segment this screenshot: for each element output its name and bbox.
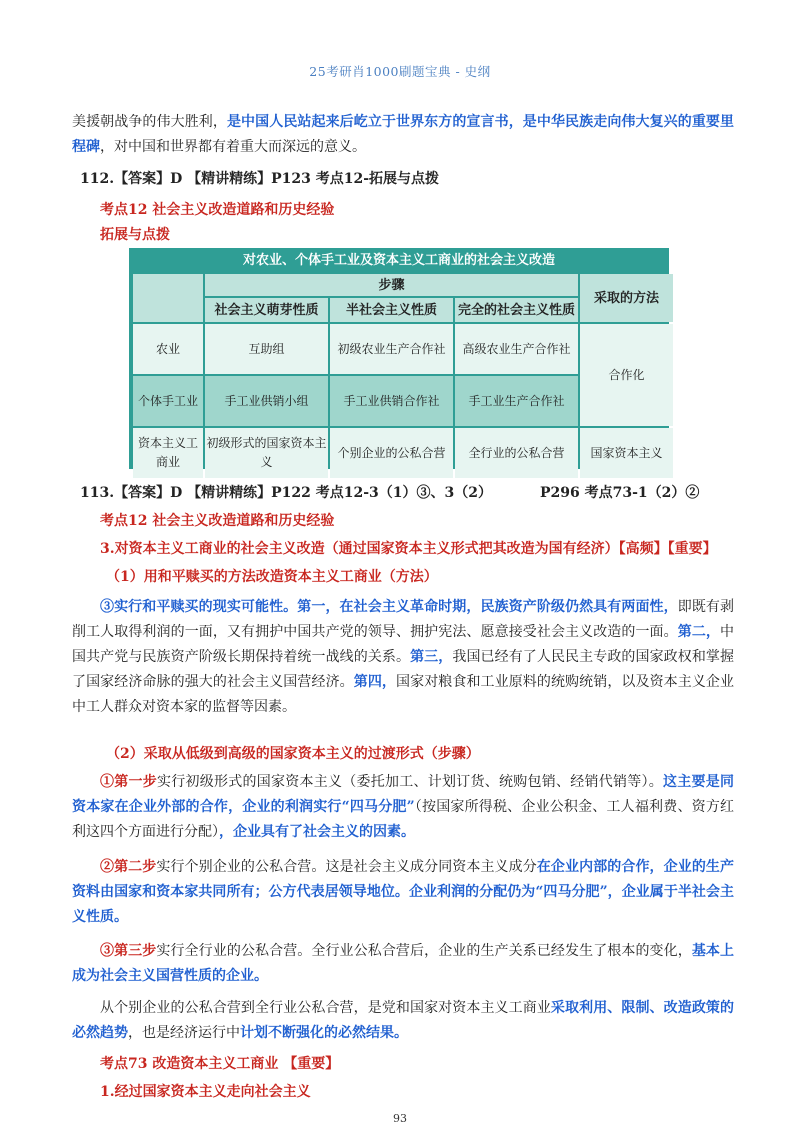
table-title: 对农业、个体手工业及资本主义工商业的社会主义改造 <box>242 253 555 268</box>
para-a-text-3: 我国已经有了人民民主专政的国家政权和掌握了国家经济命脉的强大的社会主义国营经济。 <box>72 649 735 690</box>
page-number: 93 <box>393 1112 407 1125</box>
paragraph-step-1 <box>72 770 734 845</box>
header-col-2: 半社会主义性质 <box>330 298 453 322</box>
table-cell: 初级形式的国家资本主义 <box>205 428 328 478</box>
kp73-heading: 考点73 改造资本主义工商业 【重要】 <box>100 1056 340 1072</box>
step-2-text: 实行个别企业的公私合营。这是社会主义成分同资本主义成分 <box>156 859 537 875</box>
step-3-label: ③第三步 <box>100 943 157 959</box>
sub-1-heading: （1）用和平赎买的方法改造资本主义工商业（方法） <box>106 569 438 585</box>
step-2-label: ②第二步 <box>100 859 157 875</box>
header-steps: 步骤 <box>205 274 578 296</box>
table-row <box>133 428 673 478</box>
kp12-heading-b: 考点12 社会主义改造道路和历史经验 <box>100 513 335 529</box>
table-cell: 手工业供销小组 <box>205 376 328 426</box>
table-cell: 初级农业生产合作社 <box>330 324 453 374</box>
step-1-label: ①第一步 <box>100 774 157 790</box>
row-name: 农业 <box>133 324 203 374</box>
paragraph-peaceful-buyout <box>72 595 734 720</box>
answer-113 <box>80 482 699 504</box>
summary-text-1: 从个别企业的公私合营到全行业公私合营，是党和国家对资本主义工商业 <box>100 1000 551 1016</box>
reform-table-figure <box>129 248 669 469</box>
header-col-3: 完全的社会主义性质 <box>455 298 578 322</box>
intro-text-1: 美援朝战争的伟大胜利， <box>72 114 227 130</box>
table-cell: 全行业的公私合营 <box>455 428 578 478</box>
summary-highlight-2: 计划不断强化的必然结果。 <box>240 1025 408 1041</box>
kp12-heading-a: 考点12 社会主义改造道路和历史经验 <box>100 202 335 218</box>
step-1-highlight-2: ，企业具有了社会主义的因素。 <box>219 824 415 840</box>
intro-paragraph <box>72 110 734 160</box>
table-cell: 手工业生产合作社 <box>455 376 578 426</box>
step-3-text: 实行全行业的公私合营。全行业公私合营后，企业的生产关系已经发生了根本的变化， <box>156 943 692 959</box>
answer-113-part-a: 113.【答案】D 【精讲精练】P122 考点12-3（1）③、3（2） <box>80 485 492 501</box>
table-cell: 手工业供销合作社 <box>330 376 453 426</box>
paragraph-step-2 <box>72 855 734 930</box>
sub-2-heading: （2）采取从低级到高级的国家资本主义的过渡形式（步骤） <box>106 746 480 762</box>
answer-112: 112.【答案】D 【精讲精练】P123 考点12-拓展与点拨 <box>80 171 440 187</box>
para-a-highlight-2: 第二， <box>677 624 721 640</box>
step-1-text-2: （按国家所得税、企业公积金、工人福利费、资方红利这四个方面进行分配） <box>72 799 735 840</box>
table-cell: 高级农业生产合作社 <box>455 324 578 374</box>
para-a-highlight-1: ③实行和平赎买的现实可能性。第一，在社会主义革命时期，民族资产阶级仍然具有两面性， <box>100 599 678 615</box>
corner-cell <box>133 274 203 322</box>
kp73-subheading: 1.经过国家资本主义走向社会主义 <box>100 1084 311 1100</box>
para-a-text-2: 中国共产党与民族资产阶级长期保持着统一战线的关系。 <box>72 624 735 665</box>
tuozhan-heading: 拓展与点拨 <box>100 227 170 243</box>
paragraph-summary <box>72 996 734 1046</box>
row-name: 个体手工业 <box>133 376 203 426</box>
summary-highlight-1: 采取利用、限制、改造政策的必然趋势 <box>72 1000 735 1041</box>
method-shared: 合作化 <box>580 324 673 426</box>
para-a-highlight-4: 第四， <box>353 674 397 690</box>
intro-text-2: ，对中国和世界都有着重大而深远的意义。 <box>100 139 366 155</box>
intro-highlight: 是中国人民站起来后屹立于世界东方的宣言书，是中华民族走向伟大复兴的重要里程碑 <box>72 114 735 155</box>
table-row <box>133 324 673 374</box>
para-a-text-1: 即既有剥削工人取得利润的一面，又有拥护中国共产党的领导、拥护宪法、愿意接受社会主义改造的一面。 <box>72 599 735 640</box>
table-cell-method: 国家资本主义 <box>580 428 673 478</box>
page-header: 25考研肖1000刷题宝典 - 史纲 <box>309 64 491 79</box>
step-1-highlight-1: 这主要是同资本家在企业外部的合作，企业的利润实行“四马分肥” <box>72 774 734 815</box>
step-1-text-1: 实行初级形式的国家资本主义（委托加工、计划订货、统购包销、经销代销等）。 <box>157 774 663 790</box>
table-cell: 互助组 <box>205 324 328 374</box>
summary-text-2: ，也是经济运行中 <box>128 1025 240 1041</box>
paragraph-step-3 <box>72 939 734 989</box>
header-col-1: 社会主义萌芽性质 <box>205 298 328 322</box>
para-a-text-4: 国家对粮食和工业原料的统购统销，以及资本主义企业中工人群众对资本家的监督等因素。 <box>72 674 735 715</box>
section-3-heading: 3.对资本主义工商业的社会主义改造（通过国家资本主义形式把其改造为国有经济）【高频】【重要】 <box>100 541 717 557</box>
table-cell: 个别企业的公私合营 <box>330 428 453 478</box>
para-a-highlight-3: 第三， <box>410 649 453 665</box>
row-name: 资本主义工商业 <box>133 428 203 478</box>
step-2-highlight: 在企业内部的合作，企业的生产资料由国家和资本家共同所有；公方代表居领导地位。企业利润的分配仍为“四马分肥”，企业属于半社会主义性质。 <box>72 859 735 925</box>
header-method: 采取的方法 <box>580 274 673 322</box>
step-3-highlight: 基本上成为社会主义国营性质的企业。 <box>72 943 735 984</box>
answer-113-part-b: P296 考点73-1（2）② <box>540 485 700 501</box>
reform-table <box>131 272 675 480</box>
